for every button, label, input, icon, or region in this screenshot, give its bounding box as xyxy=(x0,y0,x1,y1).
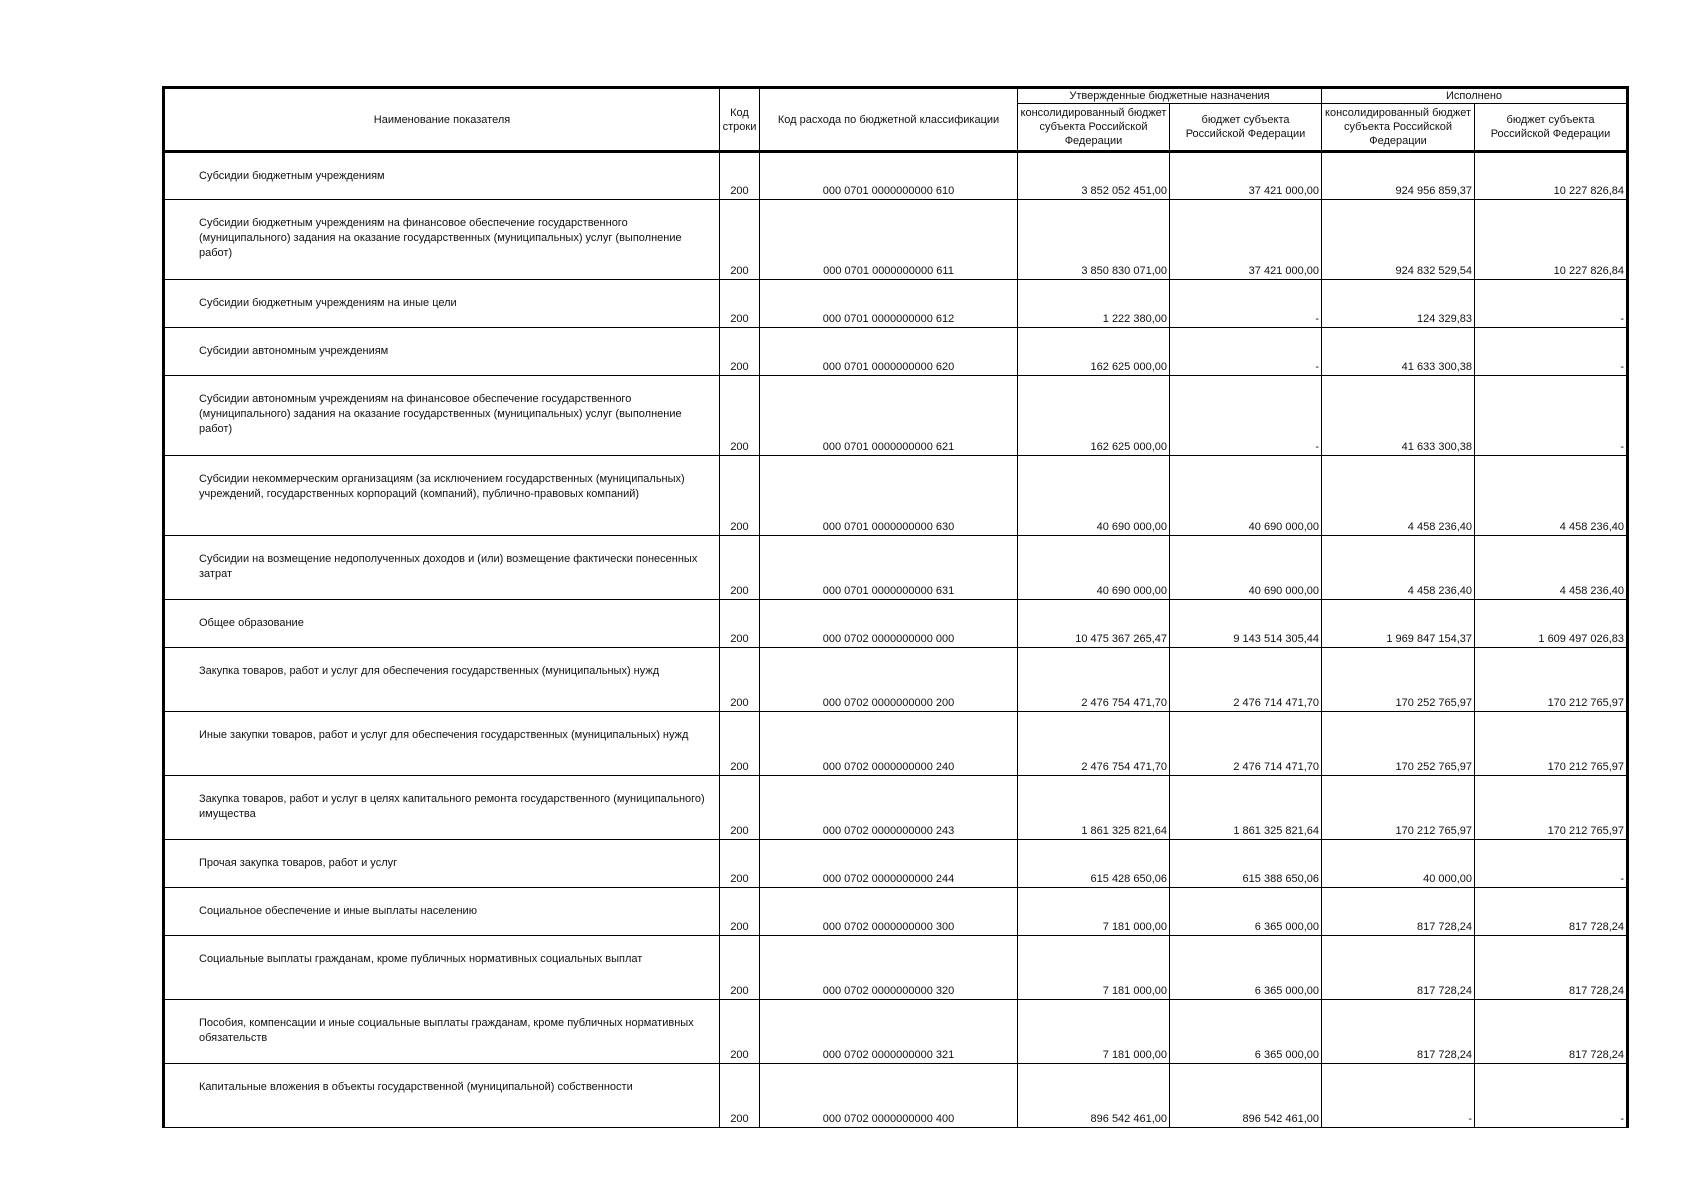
row-code-cell: 200 xyxy=(720,600,760,648)
executed-consolidated-cell: 41 633 300,38 xyxy=(1322,376,1475,456)
approved-consolidated-cell: 162 625 000,00 xyxy=(1018,376,1170,456)
executed-subject-cell: 170 212 765,97 xyxy=(1475,712,1628,776)
row-code-cell: 200 xyxy=(720,936,760,1000)
approved-subject-cell: 1 861 325 821,64 xyxy=(1170,776,1322,840)
indicator-name-cell: Социальное обеспечение и иные выплаты населению xyxy=(164,888,720,936)
budget-code-cell: 000 0702 0000000000 244 xyxy=(760,840,1018,888)
executed-consolidated-cell: 40 000,00 xyxy=(1322,840,1475,888)
table-row xyxy=(164,840,1628,888)
approved-consolidated-cell: 162 625 000,00 xyxy=(1018,328,1170,376)
executed-consolidated-cell: 170 252 765,97 xyxy=(1322,712,1475,776)
approved-subject-cell: - xyxy=(1170,280,1322,328)
table-row xyxy=(164,328,1628,376)
row-code-cell: 200 xyxy=(720,1000,760,1064)
budget-code-cell: 000 0701 0000000000 611 xyxy=(760,200,1018,280)
executed-subject-cell: 4 458 236,40 xyxy=(1475,536,1628,600)
approved-subject-cell: 615 388 650,06 xyxy=(1170,840,1322,888)
row-code-cell: 200 xyxy=(720,456,760,536)
table-row xyxy=(164,1000,1628,1064)
approved-subject-cell: 37 421 000,00 xyxy=(1170,152,1322,200)
row-code-cell: 200 xyxy=(720,280,760,328)
budget-code-cell: 000 0702 0000000000 400 xyxy=(760,1064,1018,1128)
header-row-code: Код строки xyxy=(720,88,760,152)
approved-consolidated-cell: 3 850 830 071,00 xyxy=(1018,200,1170,280)
budget-code-cell: 000 0702 0000000000 300 xyxy=(760,888,1018,936)
approved-consolidated-cell: 896 542 461,00 xyxy=(1018,1064,1170,1128)
budget-code-cell: 000 0701 0000000000 630 xyxy=(760,456,1018,536)
row-code-cell: 200 xyxy=(720,376,760,456)
approved-subject-cell: - xyxy=(1170,328,1322,376)
executed-subject-cell: 170 212 765,97 xyxy=(1475,648,1628,712)
indicator-name-cell: Закупка товаров, работ и услуг для обеспечения государственных (муниципальных) нужд xyxy=(164,648,720,712)
row-code-cell: 200 xyxy=(720,888,760,936)
table-row xyxy=(164,888,1628,936)
executed-consolidated-cell: 924 956 859,37 xyxy=(1322,152,1475,200)
table-row xyxy=(164,152,1628,200)
executed-subject-cell: - xyxy=(1475,1064,1628,1128)
row-code-cell: 200 xyxy=(720,1064,760,1128)
header-executed-subject: бюджет субъекта Российской Федерации xyxy=(1475,104,1628,152)
table-row xyxy=(164,776,1628,840)
table-row xyxy=(164,536,1628,600)
budget-code-cell: 000 0702 0000000000 240 xyxy=(760,712,1018,776)
approved-consolidated-cell: 1 861 325 821,64 xyxy=(1018,776,1170,840)
approved-consolidated-cell: 1 222 380,00 xyxy=(1018,280,1170,328)
indicator-name-cell: Субсидии бюджетным учреждениям на финансовое обеспечение государственного (муниципального) задания на оказание государственных (муниципальных) услуг (выполнение работ) xyxy=(164,200,720,280)
row-code-cell: 200 xyxy=(720,328,760,376)
approved-subject-cell: 6 365 000,00 xyxy=(1170,1000,1322,1064)
executed-consolidated-cell: 41 633 300,38 xyxy=(1322,328,1475,376)
approved-consolidated-cell: 10 475 367 265,47 xyxy=(1018,600,1170,648)
indicator-name-cell: Субсидии автономным учреждениям xyxy=(164,328,720,376)
executed-consolidated-cell: 817 728,24 xyxy=(1322,1000,1475,1064)
table-row xyxy=(164,280,1628,328)
approved-consolidated-cell: 2 476 754 471,70 xyxy=(1018,712,1170,776)
budget-code-cell: 000 0701 0000000000 610 xyxy=(760,152,1018,200)
indicator-name-cell: Пособия, компенсации и иные социальные выплаты гражданам, кроме публичных нормативных обязательств xyxy=(164,1000,720,1064)
header-indicator-name: Наименование показателя xyxy=(164,88,720,152)
indicator-name-cell: Иные закупки товаров, работ и услуг для обеспечения государственных (муниципальных) нужд xyxy=(164,712,720,776)
indicator-name-cell: Субсидии автономным учреждениям на финансовое обеспечение государственного (муниципального) задания на оказание государственных (муниципальных) услуг (выполнение работ) xyxy=(164,376,720,456)
executed-consolidated-cell: - xyxy=(1322,1064,1475,1128)
executed-subject-cell: 817 728,24 xyxy=(1475,888,1628,936)
approved-subject-cell: 37 421 000,00 xyxy=(1170,200,1322,280)
approved-subject-cell: 6 365 000,00 xyxy=(1170,936,1322,1000)
approved-subject-cell: 6 365 000,00 xyxy=(1170,888,1322,936)
executed-subject-cell: 817 728,24 xyxy=(1475,936,1628,1000)
executed-consolidated-cell: 4 458 236,40 xyxy=(1322,536,1475,600)
executed-subject-cell: 1 609 497 026,83 xyxy=(1475,600,1628,648)
table-row xyxy=(164,456,1628,536)
approved-consolidated-cell: 3 852 052 451,00 xyxy=(1018,152,1170,200)
executed-subject-cell: 10 227 826,84 xyxy=(1475,200,1628,280)
row-code-cell: 200 xyxy=(720,152,760,200)
executed-consolidated-cell: 817 728,24 xyxy=(1322,888,1475,936)
approved-subject-cell: 40 690 000,00 xyxy=(1170,456,1322,536)
row-code-cell: 200 xyxy=(720,200,760,280)
approved-consolidated-cell: 7 181 000,00 xyxy=(1018,888,1170,936)
approved-consolidated-cell: 7 181 000,00 xyxy=(1018,1000,1170,1064)
table-row xyxy=(164,376,1628,456)
indicator-name-cell: Социальные выплаты гражданам, кроме публичных нормативных социальных выплат xyxy=(164,936,720,1000)
budget-code-cell: 000 0702 0000000000 200 xyxy=(760,648,1018,712)
header-executed-consolidated: консолидированный бюджет субъекта Российской Федерации xyxy=(1322,104,1475,152)
executed-consolidated-cell: 4 458 236,40 xyxy=(1322,456,1475,536)
approved-subject-cell: 9 143 514 305,44 xyxy=(1170,600,1322,648)
executed-consolidated-cell: 924 832 529,54 xyxy=(1322,200,1475,280)
budget-code-cell: 000 0701 0000000000 612 xyxy=(760,280,1018,328)
approved-subject-cell: 2 476 714 471,70 xyxy=(1170,712,1322,776)
approved-subject-cell: - xyxy=(1170,376,1322,456)
table-row xyxy=(164,648,1628,712)
executed-consolidated-cell: 170 252 765,97 xyxy=(1322,648,1475,712)
indicator-name-cell: Субсидии на возмещение недополученных доходов и (или) возмещение фактически понесенных затрат xyxy=(164,536,720,600)
indicator-name-cell: Капитальные вложения в объекты государственной (муниципальной) собственности xyxy=(164,1064,720,1128)
executed-subject-cell: 10 227 826,84 xyxy=(1475,152,1628,200)
approved-subject-cell: 40 690 000,00 xyxy=(1170,536,1322,600)
row-code-cell: 200 xyxy=(720,840,760,888)
approved-subject-cell: 2 476 714 471,70 xyxy=(1170,648,1322,712)
approved-consolidated-cell: 2 476 754 471,70 xyxy=(1018,648,1170,712)
indicator-name-cell: Общее образование xyxy=(164,600,720,648)
executed-subject-cell: - xyxy=(1475,376,1628,456)
executed-subject-cell: 817 728,24 xyxy=(1475,1000,1628,1064)
table-row xyxy=(164,936,1628,1000)
budget-code-cell: 000 0701 0000000000 621 xyxy=(760,376,1018,456)
budget-code-cell: 000 0702 0000000000 243 xyxy=(760,776,1018,840)
header-approved-subject: бюджет субъекта Российской Федерации xyxy=(1170,104,1322,152)
row-code-cell: 200 xyxy=(720,712,760,776)
table-row xyxy=(164,200,1628,280)
approved-consolidated-cell: 40 690 000,00 xyxy=(1018,456,1170,536)
budget-execution-table xyxy=(162,86,1629,1128)
executed-subject-cell: 4 458 236,40 xyxy=(1475,456,1628,536)
indicator-name-cell: Прочая закупка товаров, работ и услуг xyxy=(164,840,720,888)
header-executed-group: Исполнено xyxy=(1322,88,1628,104)
executed-consolidated-cell: 124 329,83 xyxy=(1322,280,1475,328)
indicator-name-cell: Закупка товаров, работ и услуг в целях капитального ремонта государственного (муниципального) имущества xyxy=(164,776,720,840)
row-code-cell: 200 xyxy=(720,536,760,600)
executed-consolidated-cell: 1 969 847 154,37 xyxy=(1322,600,1475,648)
executed-subject-cell: - xyxy=(1475,280,1628,328)
table-row xyxy=(164,1064,1628,1128)
executed-subject-cell: 170 212 765,97 xyxy=(1475,776,1628,840)
row-code-cell: 200 xyxy=(720,776,760,840)
table-row xyxy=(164,600,1628,648)
executed-consolidated-cell: 817 728,24 xyxy=(1322,936,1475,1000)
table-row xyxy=(164,712,1628,776)
header-budget-code: Код расхода по бюджетной классификации xyxy=(760,88,1018,152)
approved-consolidated-cell: 7 181 000,00 xyxy=(1018,936,1170,1000)
budget-code-cell: 000 0701 0000000000 631 xyxy=(760,536,1018,600)
header-approved-group: Утвержденные бюджетные назначения xyxy=(1018,88,1322,104)
indicator-name-cell: Субсидии бюджетным учреждениям на иные цели xyxy=(164,280,720,328)
table-body xyxy=(164,152,1628,1128)
approved-consolidated-cell: 615 428 650,06 xyxy=(1018,840,1170,888)
table-header xyxy=(164,88,1628,152)
budget-code-cell: 000 0702 0000000000 000 xyxy=(760,600,1018,648)
executed-subject-cell: - xyxy=(1475,840,1628,888)
indicator-name-cell: Субсидии некоммерческим организациям (за исключением государственных (муниципальных) учреждений, государственных корпораций (компаний), публично-правовых компаний) xyxy=(164,456,720,536)
budget-code-cell: 000 0702 0000000000 320 xyxy=(760,936,1018,1000)
header-approved-consolidated: консолидированный бюджет субъекта Российской Федерации xyxy=(1018,104,1170,152)
row-code-cell: 200 xyxy=(720,648,760,712)
indicator-name-cell: Субсидии бюджетным учреждениям xyxy=(164,152,720,200)
executed-consolidated-cell: 170 212 765,97 xyxy=(1322,776,1475,840)
executed-subject-cell: - xyxy=(1475,328,1628,376)
approved-consolidated-cell: 40 690 000,00 xyxy=(1018,536,1170,600)
approved-subject-cell: 896 542 461,00 xyxy=(1170,1064,1322,1128)
budget-code-cell: 000 0702 0000000000 321 xyxy=(760,1000,1018,1064)
budget-code-cell: 000 0701 0000000000 620 xyxy=(760,328,1018,376)
